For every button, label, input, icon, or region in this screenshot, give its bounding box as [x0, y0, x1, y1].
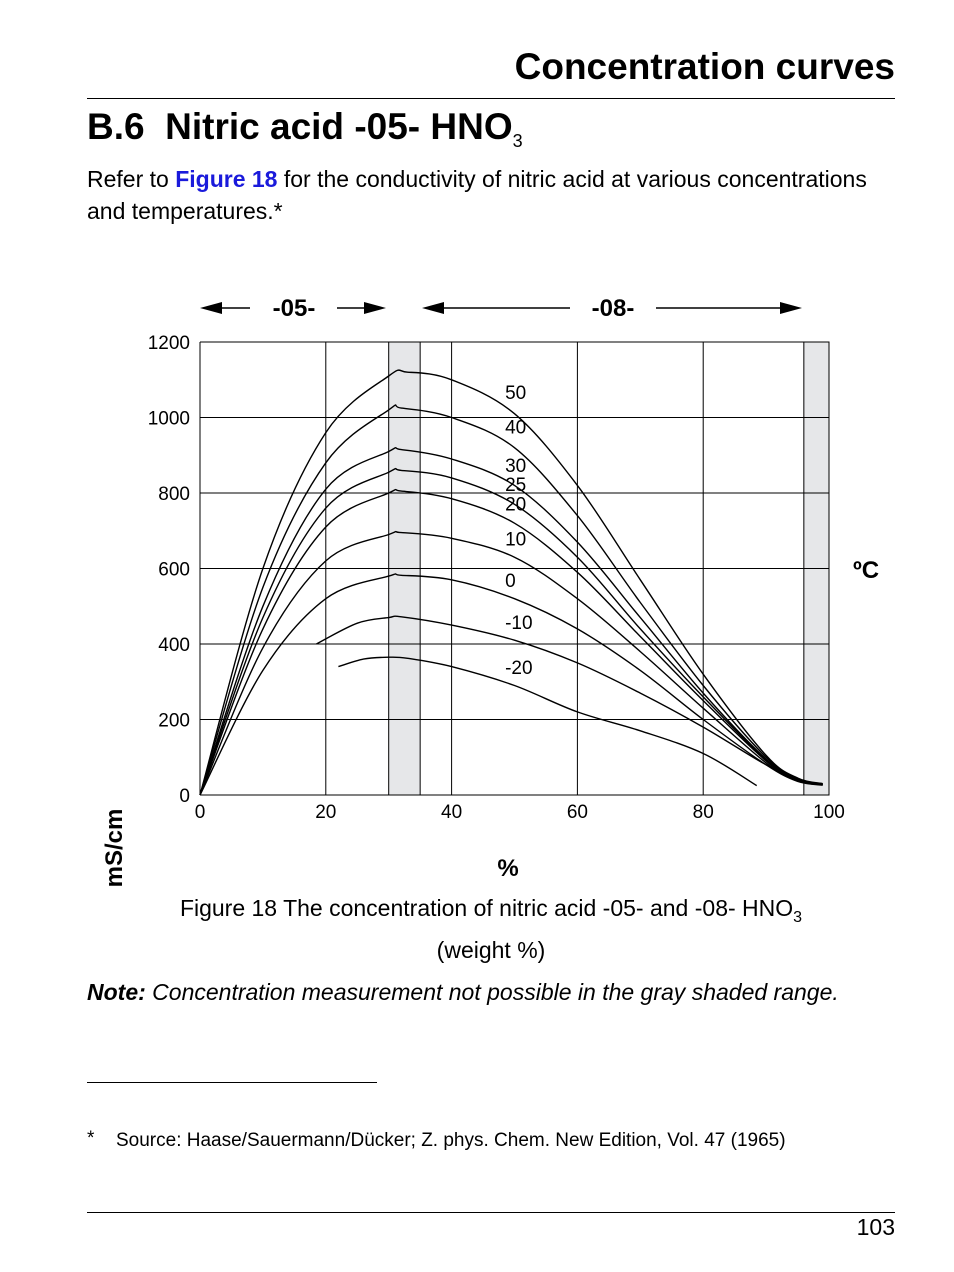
curve-label-25: 25 — [505, 475, 527, 497]
footnote-text: Source: Haase/Sauermann/Dücker; Z. phys. Chem. New Edition, Vol. 47 (1965) — [116, 1130, 786, 1151]
section-title — [87, 106, 523, 152]
curve-label-50: 50 — [505, 382, 527, 404]
x-axis-label: % — [497, 855, 519, 882]
note-label: Note: — [87, 979, 146, 1005]
curve-label--20: -20 — [505, 657, 533, 679]
figure-caption — [87, 892, 895, 966]
page-header-title: Concentration curves — [514, 46, 895, 87]
range-indicators — [200, 295, 802, 322]
curve-label-40: 40 — [505, 417, 527, 439]
range-05-label: -05- — [272, 295, 316, 322]
conductivity-chart — [0, 280, 954, 890]
y-tick-label: 800 — [158, 484, 190, 505]
y-tick-label: 0 — [179, 786, 190, 807]
caption-line-2: (weight %) — [436, 937, 546, 963]
x-tick-label: 20 — [315, 802, 337, 823]
footer-divider — [87, 1212, 895, 1213]
curve-label-20: 20 — [505, 494, 527, 516]
y-tick-label: 400 — [158, 635, 190, 656]
range-08-right-arrowhead — [780, 302, 802, 314]
footnote-mark: * — [87, 1128, 95, 1149]
x-tick-label: 0 — [194, 802, 206, 823]
curve-label-0: 0 — [505, 570, 516, 592]
x-tick-label: 80 — [692, 802, 714, 823]
y-tick-label: 200 — [158, 710, 190, 732]
intro-suffix: for the conductivity of nitric acid at various concentrations and temperatures.* — [87, 166, 867, 224]
page-number: 103 — [856, 1214, 895, 1240]
range-05-left-arrowhead — [200, 302, 222, 314]
curve-label-10: 10 — [505, 529, 527, 551]
figure-link[interactable]: Figure 18 — [175, 166, 278, 192]
y-tick-label: 1000 — [147, 408, 190, 430]
x-tick-label: 40 — [441, 802, 463, 823]
range-05-right-arrowhead — [364, 302, 386, 314]
range-08-label: -08- — [591, 295, 635, 322]
note-text: Concentration measurement not possible in the gray shaded range. — [145, 979, 839, 1005]
section-title-text: Nitric acid -05- HNO — [165, 106, 513, 147]
y-axis-label: mS/cm — [101, 808, 128, 888]
y-tick-label: 1200 — [147, 333, 190, 354]
note-paragraph — [87, 976, 877, 1008]
x-tick-label: 100 — [813, 802, 845, 823]
y-tick-label: 600 — [158, 559, 190, 581]
caption-line-1 — [87, 892, 895, 934]
section-title-subscript: 3 — [512, 131, 523, 151]
caption-text: Figure 18 The concentration of nitric acid -05- and -08- HNO — [179, 895, 794, 921]
caption-subscript: 3 — [793, 909, 803, 926]
curve-label-30: 30 — [505, 456, 527, 478]
intro-paragraph — [87, 163, 867, 227]
section-number: B.6 — [87, 106, 145, 147]
range-08-left-arrowhead — [422, 302, 444, 314]
header-divider — [87, 98, 895, 99]
curve-label--10: -10 — [505, 613, 533, 635]
x-tick-label: 60 — [566, 802, 588, 823]
temperature-axis-label: ºC — [852, 557, 880, 584]
intro-prefix: Refer to — [87, 166, 176, 192]
footnote-divider — [87, 1082, 377, 1083]
